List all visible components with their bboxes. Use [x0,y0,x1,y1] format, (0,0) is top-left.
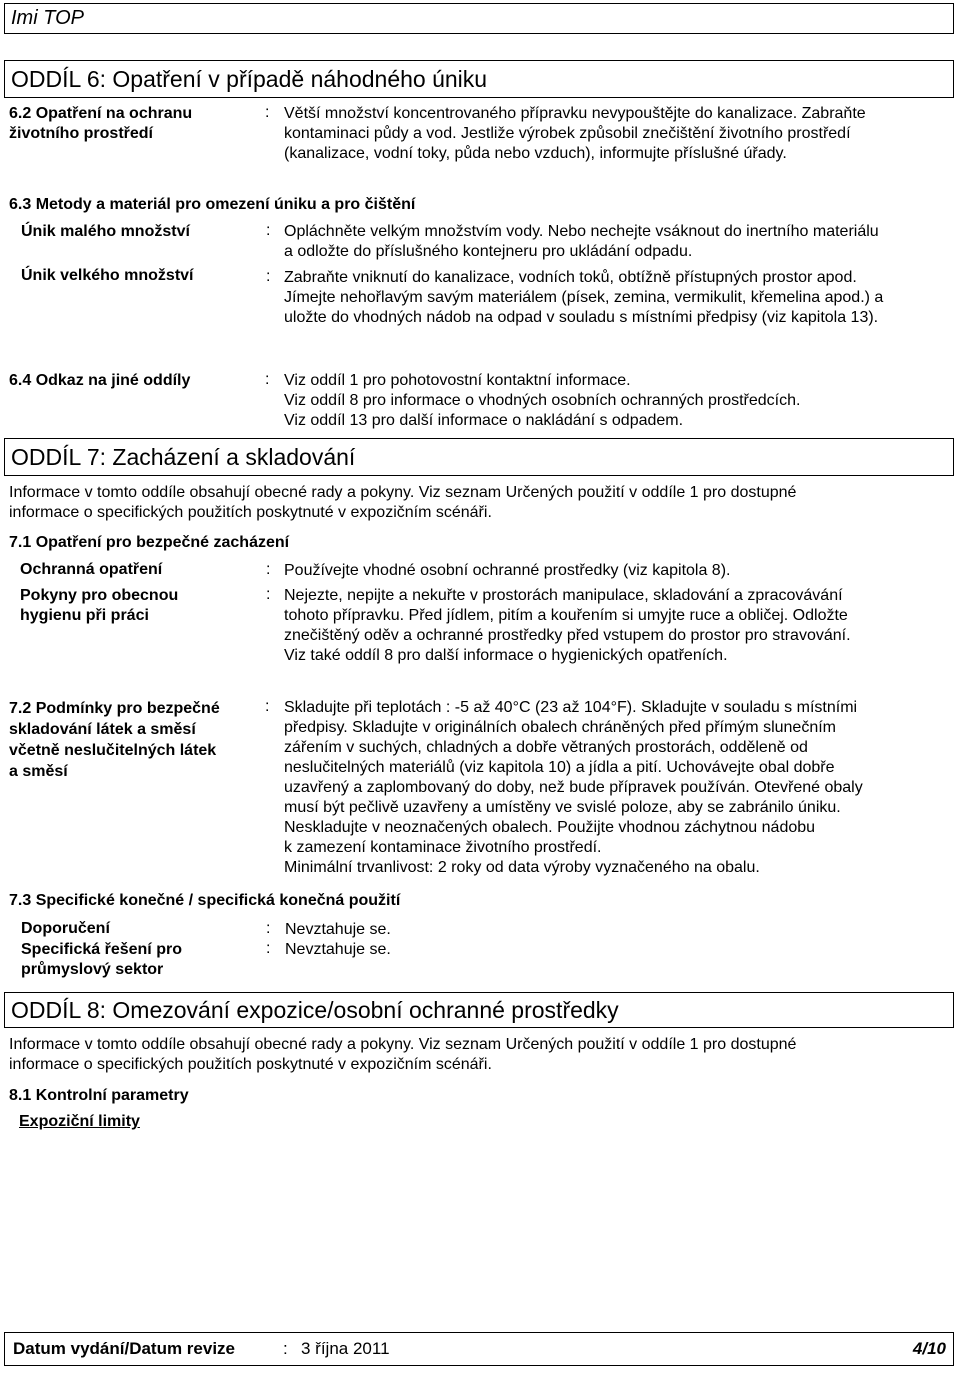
footer-colon: : [283,1339,288,1358]
colon: : [265,104,270,121]
section-7-title: ODDÍL 7: Zacházení a skladování [11,444,356,470]
colon: : [266,268,271,285]
s71-protection-text: Používejte vhodné osobní ochranné prostředky (viz kapitola 8). [284,562,731,579]
s73-recommendation-label: Doporučení [21,920,110,937]
s73-industrial-label: Specifická řešení pro průmyslový sektor [21,941,182,978]
colon: : [266,586,271,603]
document-footer [4,1332,954,1366]
s73-title: 7.3 Specifické konečné / specifická konečná použití [9,892,401,909]
s64-text: Viz oddíl 1 pro pohotovostní kontaktní informace. Viz oddíl 8 pro informace o vhodných osobních ochranných prostředcích. Viz oddíl 13 pro další informace o nakládání s odpadem. [284,372,801,429]
s7-intro: Informace v tomto oddíle obsahují obecné rady a pokyny. Viz seznam Určených použití v oddíle 1 pro dostupné informace o specifických použitích poskytnuté v expozičním scénáři. [9,484,797,521]
page-number: 4/10 [912,1339,946,1358]
s73-recommendation-text: Nevztahuje se. [285,921,391,938]
s73-industrial-text: Nevztahuje se. [285,941,391,958]
s71-title: 7.1 Opatření pro bezpečné zacházení [9,534,290,551]
section-6-heading-box [4,60,954,98]
colon: : [266,940,271,957]
s8-intro: Informace v tomto oddíle obsahují obecné rady a pokyny. Viz seznam Určených použití v oddíle 1 pro dostupné informace o specifických použitích poskytnuté v expozičním scénáři. [9,1036,797,1073]
s63-large-label: Únik velkého množství [21,267,194,284]
s62-label: 6.2 Opatření na ochranu životního prostředí [9,105,193,142]
s64-label: 6.4 Odkaz na jiné oddíly [9,372,191,389]
s72-text: Skladujte při teplotách : -5 až 40°C (23 až 104°F). Skladujte v souladu s místními předpisy. Skladujte v originálních obalech chráněných před přímým slunečním zářením v suchých, chladných a dobře větraných prostorách, odděleně od neslučitelných materiálů (viz kapitola 10) a jídla a pití. Uchovávejte obal dobře uzavřený a zaplombovaný do doby, než bude přípravek používán. Otevřené obaly musí být pečlivě uzavřeny a umístěny ve svislé poloze, aby se zabránilo úniku. Neskladujte v neoznačených obalech. Použijte vhodnou záchytnou nádobu k zamezení kontaminace životního prostředí. Minimální trvanlivost: 2 roky od data výroby vyznačeného na obalu. [284,699,863,876]
s71-hygiene-label: Pokyny pro obecnou hygienu při práci [20,587,179,624]
exposure-limits-heading: Expoziční limity [19,1113,140,1130]
document-header [4,3,954,34]
s71-hygiene-text: Nejezte, nepijte a nekuřte v prostorách manipulace, skladování a zpracovávání tohoto přípravku. Před jídlem, pitím a kouřením si umyjte ruce a obličej. Odložte znečištěný oděv a ochranné prostředky před vstupem do prostor pro stravování. Viz také oddíl 8 pro další informace o hygienických opatřeních. [284,587,851,664]
s62-text: Větší množství koncentrovaného přípravku nevypouštějte do kanalizace. Zabraňte kontaminaci půdy a vod. Jestliže výrobek způsobil znečištění životního prostředí (kanalizace, vodní toky, půda nebo vzduch), informujte příslušné úřady. [284,105,866,162]
colon: : [265,698,270,715]
colon: : [266,561,271,578]
footer-date-label: Datum vydání/Datum revize [13,1339,236,1358]
colon: : [266,920,271,937]
s63-small-text: Opláchněte velkým množstvím vody. Nebo nechejte vsáknout do inertního materiálu a odložte do příslušného kontejneru pro ukládání odpadu. [284,223,879,260]
section-8-heading-box [4,992,954,1028]
s63-title: 6.3 Metody a materiál pro omezení úniku a pro čištění [9,196,416,213]
s71-protection-label: Ochranná opatření [20,561,163,578]
colon: : [266,222,271,239]
product-title: Imi TOP [11,7,84,29]
section-8-title: ODDÍL 8: Omezování expozice/osobní ochranné prostředky [11,997,619,1023]
s72-label: 7.2 Podmínky pro bezpečné skladování látek a směsí včetně neslučitelných látek a směsí [9,700,220,780]
s63-small-label: Únik malého množství [21,223,190,240]
s81-title: 8.1 Kontrolní parametry [9,1087,189,1104]
colon: : [265,371,270,388]
section-6-title: ODDÍL 6: Opatření v případě náhodného úniku [11,66,488,92]
section-7-heading-box [4,438,954,476]
footer-date: 3 října 2011 [301,1339,390,1358]
s63-large-text: Zabraňte vniknutí do kanalizace, vodních toků, obtížně přístupných prostor apod. Jímejte nehořlavým savým materiálem (písek, zemina, vermikulit, křemelina apod.) a uložte do vhodných nádob na odpad v souladu s místními předpisy (viz kapitola 13). [284,269,884,326]
